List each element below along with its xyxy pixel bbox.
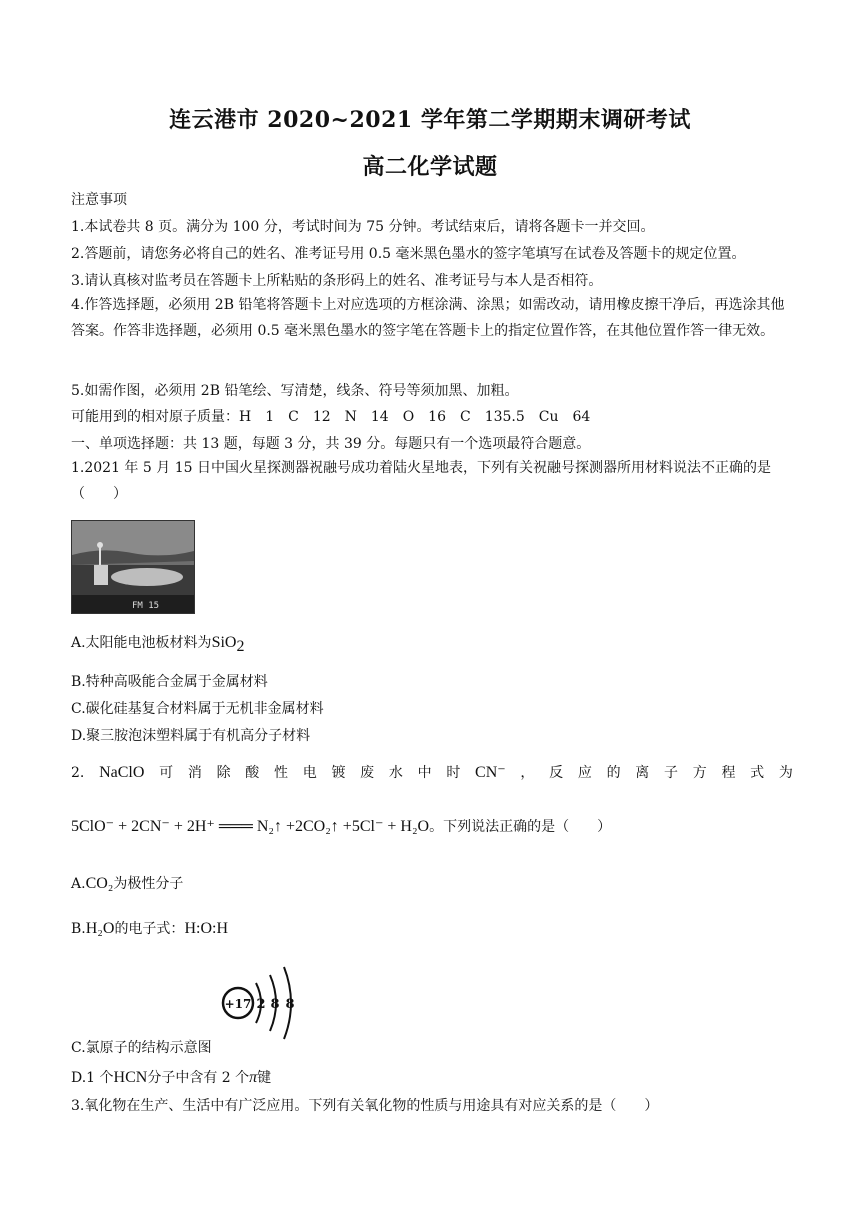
chlorine-atom-diagram (218, 958, 308, 1048)
q2-w20: 方 (692, 765, 707, 781)
q2-w2: 可 (159, 765, 174, 781)
q2-w13: CN⁻ (475, 764, 506, 781)
q2-w17: 的 (606, 765, 621, 781)
q2-w0: 2. (71, 765, 85, 781)
q2-w3: 消 (187, 765, 202, 781)
q2-option-a-text: 为极性分子 (113, 876, 184, 892)
q1-option-a (71, 632, 245, 655)
q1-option-a-text: A.太阳能电池板材料为 (71, 635, 212, 651)
q2-option-b-text: 的电子式： (114, 921, 185, 937)
q2-w6: 性 (274, 765, 288, 781)
q2-w11: 中 (417, 765, 432, 781)
q2-w12: 时 (446, 765, 461, 781)
q2-w10: 水 (388, 765, 403, 781)
q2-option-a-pre: A. (71, 876, 86, 892)
q2-option-d-formula: HCN (113, 1069, 148, 1086)
q1-option-d: D.聚三胺泡沫塑料属于有机高分子材料 (71, 728, 311, 744)
q2-option-b (71, 918, 228, 938)
q2-w5: 酸 (245, 765, 260, 781)
q2-option-d (71, 1067, 271, 1087)
q2-w18: 离 (635, 765, 650, 781)
q1-option-a-formula: SiO (211, 634, 237, 651)
q2-w19: 子 (664, 765, 679, 781)
q1-option-b: B.特种高吸能合金属于金属材料 (71, 674, 268, 690)
atom-nucleus: +17 (224, 997, 252, 1011)
q2-w21: 程 (721, 765, 736, 781)
q1-option-c: C.碳化硅基复合材料属于无机非金属材料 (71, 701, 324, 717)
q2-w16: 应 (577, 765, 592, 781)
q2-equation: 5ClO⁻ + 2CN⁻ + 2H⁺ ═══ N₂↑ +2CO₂↑ +5Cl⁻ + H₂O (71, 818, 430, 835)
atomic-masses: 可能用到的相对原子质量：H 1 C 12 N 14 O 16 C 135.5 Cu 64 (71, 409, 591, 425)
q2-option-b-lewis: H:O:H (184, 920, 228, 937)
q2-w8: 镀 (331, 765, 346, 781)
atom-shell-1: 2 (256, 997, 266, 1012)
atom-shell-2: 8 (270, 997, 280, 1012)
q1-option-a-sub: 2 (236, 637, 245, 655)
q2-w14: ， (520, 765, 535, 781)
exam-title: 连云港市 2020~2021 学年第二学期期末调研考试 (169, 107, 691, 133)
question-2-stem (71, 762, 793, 782)
notice-item-1: 1.本试卷共 8 页。满分为 100 分，考试时间为 75 分钟。考试结束后，请将各题卡一并交回。 (71, 219, 655, 235)
q2-w15: 反 (549, 765, 564, 781)
photo-caption: FM 15 (132, 601, 160, 611)
notice-heading: 注意事项 (71, 192, 127, 208)
q2-equation-line (71, 816, 611, 836)
notice-item-2: 2.答题前，请您务必将自己的姓名、准考证号用 0.5 毫米黑色墨水的签字笔填写在试卷及答题卡的规定位置。 (71, 246, 746, 262)
notice-item-5: 5.如需作图，必须用 2B 铅笔绘、写清楚，线条、符号等须加黑、加粗。 (71, 383, 519, 399)
q2-option-d-pre: D.1 个 (71, 1070, 114, 1086)
q2-option-c: C.氯原子的结构示意图 (71, 1040, 212, 1056)
notice-item-4: 4.作答选择题，必须用 2B 铅笔将答题卡上对应选项的方框涂满、涂黑；如需改动，请用橡皮擦干净后，再选涂其他答案。作答非选择题，必须用 0.5 毫米黑色墨水的签字笔在答题卡上的指定位置作答，在其他位置作答一律无效。 (71, 297, 785, 339)
mars-rover-photo (71, 520, 195, 614)
q2-w1: NaClO (99, 764, 145, 781)
q2-option-b-pre: B. (71, 921, 86, 937)
exam-subtitle: 高二化学试题 (362, 154, 498, 180)
q2-w22: 式 (750, 765, 765, 781)
q2-option-d-tail: 键 (257, 1070, 272, 1086)
q2-w9: 废 (360, 765, 375, 781)
q2-equation-tail: 。下列说法正确的是（ ） (429, 819, 612, 835)
q2-option-b-formula: H₂O (85, 920, 115, 937)
q2-option-a (71, 873, 183, 893)
atom-shell-3: 8 (285, 997, 295, 1012)
q2-w7: 电 (302, 765, 317, 781)
q2-option-d-text: 分子中含有 2 个 (147, 1070, 250, 1086)
q2-w23: 为 (778, 765, 793, 781)
notice-item-3: 3.请认真核对监考员在答题卡上所粘贴的条形码上的姓名、准考证号与本人是否相符。 (71, 273, 603, 289)
q2-w4: 除 (216, 765, 231, 781)
section-heading: 一、单项选择题：共 13 题，每题 3 分，共 39 分。每题只有一个选项最符合题意。 (71, 436, 591, 452)
question-1-stem: 1.2021 年 5 月 15 日中国火星探测器祝融号成功着陆火星地表，下列有关祝融号探测器所用材料说法不正确的是（ ） (71, 460, 771, 502)
q2-option-a-formula: CO₂ (85, 875, 114, 892)
q2-option-d-symbol: π (249, 1069, 258, 1086)
question-3-stem: 3.氧化物在生产、生活中有广泛应用。下列有关氧化物的性质与用途具有对应关系的是（ ） (71, 1098, 659, 1114)
